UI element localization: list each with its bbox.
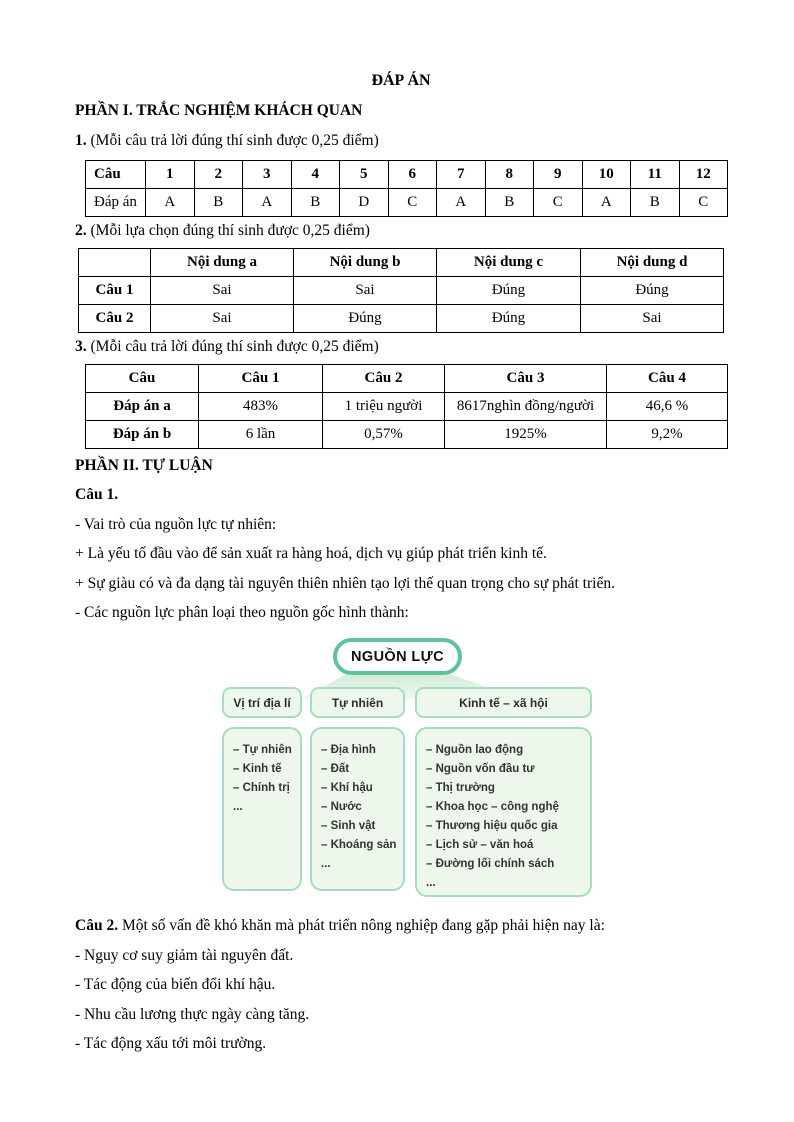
table-cell: 10 (582, 160, 631, 188)
table-row (79, 304, 724, 332)
table-cell: D (340, 188, 389, 216)
resources-diagram (75, 624, 727, 911)
diagram-header-tu-nhien: Tự nhiên (310, 687, 405, 718)
diagram-list-tu-nhien (310, 727, 405, 891)
table-cell: 8617nghìn đồng/người (445, 392, 607, 420)
diagram-list-item: ... (321, 858, 331, 870)
table-cell: A (437, 188, 486, 216)
diagram-list-item: – Chính trị (233, 782, 290, 794)
diagram-list-item: ... (233, 801, 243, 813)
table-row (86, 188, 728, 216)
table-cell: Sai (151, 304, 294, 332)
table-cell: A (146, 188, 195, 216)
table-cell: Đúng (294, 304, 437, 332)
table-cell: 3 (243, 160, 292, 188)
table-cell: Nội dung b (294, 248, 437, 276)
part2-heading: PHẦN II. TỰ LUẬN (75, 456, 213, 474)
diagram-list-item: – Đường lối chính sách (426, 858, 555, 870)
table-cell: Đúng (437, 304, 581, 332)
table-cell: B (485, 188, 534, 216)
table-row (79, 248, 724, 276)
table-cell: Sai (294, 276, 437, 304)
table-cell: Câu 2 (79, 304, 151, 332)
table-cell: 0,57% (323, 420, 445, 448)
question-1-label: Câu 1. (75, 486, 119, 503)
table-cell: B (291, 188, 340, 216)
table-cell: C (679, 188, 728, 216)
table-cell (79, 248, 151, 276)
table-cell: 9,2% (607, 420, 728, 448)
diagram-list-item: – Kinh tế (233, 763, 282, 775)
table-cell: 483% (199, 392, 323, 420)
table-cell: Đúng (581, 276, 724, 304)
question-2-intro-text: Một số vấn đề khó khăn mà phát triển nông nghiệp đang gặp phải hiện nay là: (118, 917, 605, 934)
question-1-line: - Vai trò của nguồn lực tự nhiên: (75, 515, 277, 533)
diagram-header-kinh-te-xa-hoi: Kinh tế – xã hội (415, 687, 592, 718)
diagram-list-kinh-te-xa-hoi (415, 727, 592, 897)
table-cell: 1 triệu người (323, 392, 445, 420)
note-2-number: 2. (75, 221, 87, 239)
table-cell: 8 (485, 160, 534, 188)
diagram-list-item: – Sinh vật (321, 820, 376, 832)
diagram-list-item: – Tự nhiên (233, 744, 292, 756)
diagram-list-item: – Thương hiệu quốc gia (426, 820, 558, 832)
diagram-list-item: – Khoa học – công nghệ (426, 801, 559, 813)
table-cell: 1 (146, 160, 195, 188)
diagram-list-item: – Nguồn lao động (426, 744, 524, 756)
table-row (86, 364, 728, 392)
table-row (86, 392, 728, 420)
answers-table-truefalse (78, 248, 724, 333)
question-2-line: - Tác động xấu tới môi trường. (75, 1035, 267, 1052)
table-row (86, 420, 728, 448)
table-cell: 4 (291, 160, 340, 188)
answers-table-short (85, 364, 728, 449)
question-2-line: - Tác động của biến đổi khí hậu. (75, 976, 276, 993)
note-3-text: (Mỗi câu trả lời đúng thí sinh được 0,25 điểm) (86, 337, 379, 355)
page-title: ĐÁP ÁN (371, 72, 431, 89)
note-3-number: 3. (75, 337, 87, 355)
table-cell: Đáp án b (86, 420, 199, 448)
table-cell: 2 (194, 160, 243, 188)
table-cell: 46,6 % (607, 392, 728, 420)
table-cell: 9 (534, 160, 583, 188)
table-cell: C (388, 188, 437, 216)
table-cell: Câu 1 (199, 364, 323, 392)
note-2-text: (Mỗi lựa chọn đúng thí sinh được 0,25 điểm) (86, 221, 370, 239)
question-1-line: - Các nguồn lực phân loại theo nguồn gốc hình thành: (75, 604, 409, 621)
diagram-list-item: – Nước (321, 801, 362, 813)
note-1-text: (Mỗi câu trả lời đúng thí sinh được 0,25 điểm) (86, 131, 379, 149)
table-cell: Đáp án a (86, 392, 199, 420)
table-cell: 12 (679, 160, 728, 188)
table-cell: Câu 1 (79, 276, 151, 304)
diagram-header-vi-tri-dia-li: Vị trí địa lí (222, 687, 302, 718)
table-cell: 11 (631, 160, 680, 188)
answers-table-mcq (85, 160, 728, 217)
table-cell: Nội dung c (437, 248, 581, 276)
table-cell: A (243, 188, 292, 216)
diagram-list-item: – Lịch sử – văn hoá (426, 839, 534, 851)
diagram-list-item: – Đất (321, 763, 350, 775)
table-cell: Câu (86, 160, 146, 188)
table-cell: B (194, 188, 243, 216)
table-cell: Sai (581, 304, 724, 332)
table-cell: Sai (151, 276, 294, 304)
note-2 (75, 222, 727, 240)
table-cell: 1925% (445, 420, 607, 448)
note-3 (75, 338, 727, 356)
table-row (79, 276, 724, 304)
table-cell: Đáp án (86, 188, 146, 216)
diagram-list-item: – Khí hậu (321, 782, 373, 794)
table-cell: 6 lần (199, 420, 323, 448)
question-2-line: - Nhu cầu lương thực ngày càng tăng. (75, 1005, 310, 1023)
table-cell: 5 (340, 160, 389, 188)
note-1-number: 1. (75, 131, 87, 149)
question-1-line: + Sự giàu có và đa dạng tài nguyên thiên nhiên tạo lợi thế quan trọng cho sự phát triển. (75, 574, 615, 592)
table-cell: B (631, 188, 680, 216)
note-1 (75, 132, 727, 150)
table-cell: A (582, 188, 631, 216)
diagram-root-node: NGUỒN LỰC (333, 638, 462, 675)
table-cell: Câu 3 (445, 364, 607, 392)
table-cell: Câu 4 (607, 364, 728, 392)
table-cell: Nội dung d (581, 248, 724, 276)
table-cell: C (534, 188, 583, 216)
table-cell: Nội dung a (151, 248, 294, 276)
diagram-list-item: – Khoáng sản (321, 839, 397, 851)
question-2-intro (75, 917, 727, 935)
part1-heading: PHẦN I. TRẮC NGHIỆM KHÁCH QUAN (75, 102, 363, 119)
diagram-list-item: – Thị trường (426, 782, 495, 794)
table-cell: Đúng (437, 276, 581, 304)
diagram-list-item: ... (426, 877, 436, 889)
table-cell: 7 (437, 160, 486, 188)
diagram-list-item: – Địa hình (321, 744, 376, 756)
table-cell: Câu 2 (323, 364, 445, 392)
table-cell: 6 (388, 160, 437, 188)
table-cell: Câu (86, 364, 199, 392)
table-row (86, 160, 728, 188)
question-2-label: Câu 2. (75, 917, 119, 934)
question-2-line: - Nguy cơ suy giảm tài nguyên đất. (75, 946, 294, 964)
diagram-list-vi-tri-dia-li (222, 727, 302, 891)
diagram-list-item: – Nguồn vốn đầu tư (426, 763, 535, 775)
question-1-line: + Là yếu tố đầu vào để sản xuất ra hàng hoá, dịch vụ giúp phát triển kinh tế. (75, 545, 547, 562)
